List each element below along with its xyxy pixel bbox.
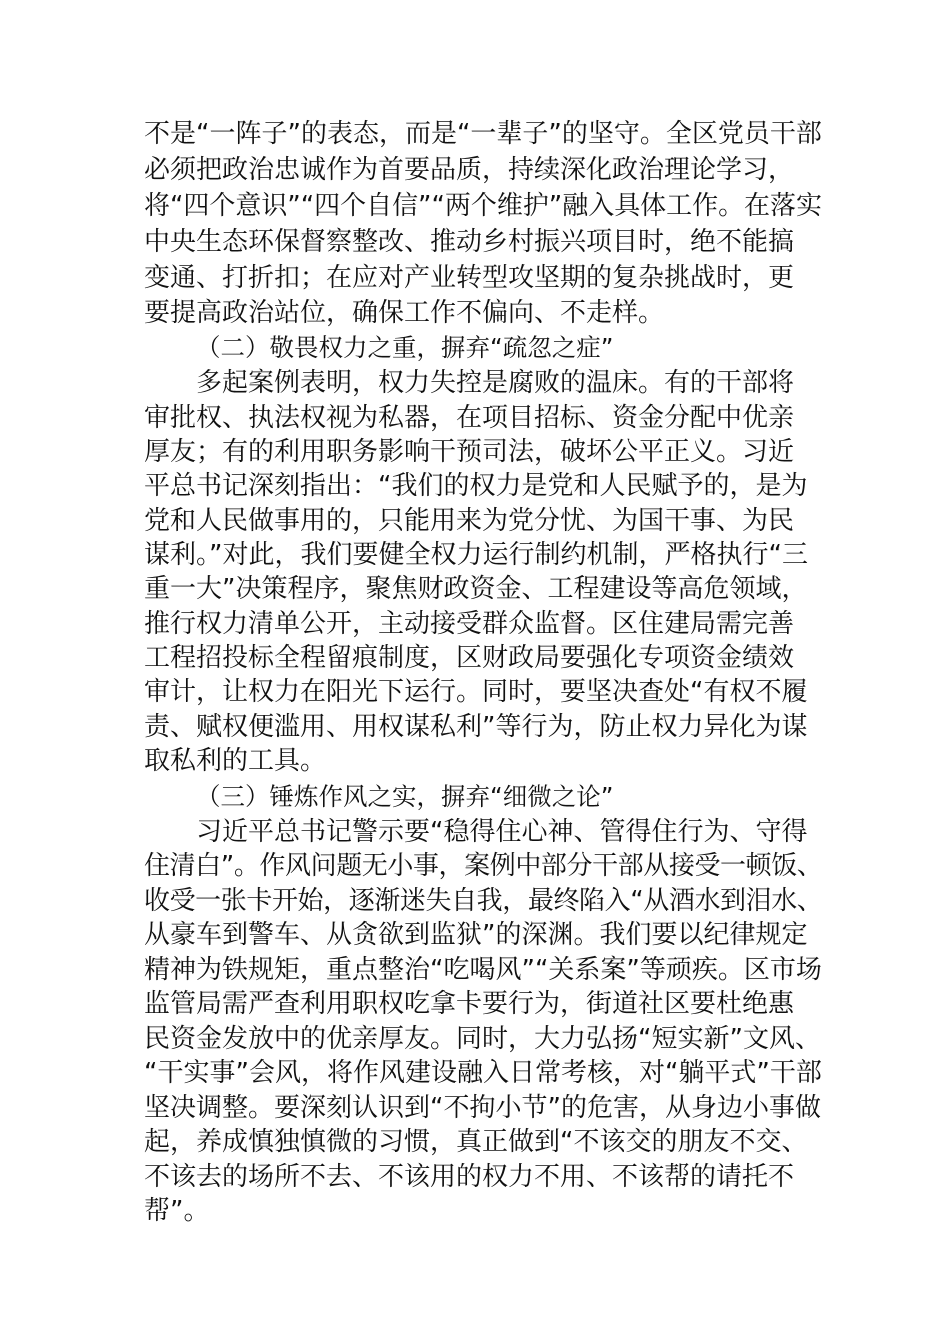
body-text-line: 坚决调整。要深刻认识到“不拘小节”的危害，从身边小事做 (144, 1093, 821, 1123)
body-text-line: 责、赋权便滥用、用权谋私利”等行为，防止权力异化为谋 (144, 712, 808, 742)
body-text-line: 审计，让权力在阳光下运行。同时，要坚决查处“有权不履 (144, 677, 808, 707)
body-text-line: 民资金发放中的优亲厚友。同时，大力弘扬“短实新”文风、 (144, 1024, 821, 1054)
body-text-line: 谋利。”对此，我们要健全权力运行制约机制，严格执行“三 (144, 540, 808, 570)
body-text-line: 从豪车到警车、从贪欲到监狱”的深渊。我们要以纪律规定 (144, 920, 808, 950)
body-text-line: 住清白”。作风问题无小事，案例中部分干部从接受一顿饭、 (144, 851, 823, 881)
body-text-line: “干实事”会风，将作风建设融入日常考核，对“躺平式”干部 (144, 1058, 822, 1088)
section-heading: （二）敬畏权力之重，摒弃“疏忽之症” (196, 333, 614, 362)
body-text-line: 平总书记深刻指出：“我们的权力是党和人民赋予的，是为 (144, 471, 808, 501)
body-text-line: 收受一张卡开始，逐渐迷失自我，最终陷入“从酒水到泪水、 (144, 886, 823, 916)
body-text-line: 审批权、执法权视为私器，在项目招标、资金分配中优亲 (144, 403, 795, 433)
body-text-line: 将“四个意识”“四个自信”“两个维护”融入具体工作。在落实 (144, 191, 822, 221)
body-text-line: 多起案例表明，权力失控是腐败的温床。有的干部将 (196, 368, 795, 398)
body-text-line: 帮”。 (144, 1196, 210, 1226)
body-text-line: 推行权力清单公开，主动接受群众监督。区住建局需完善 (144, 609, 795, 639)
body-text-line: 起，养成慎独慎微的习惯，真正做到“不该交的朋友不交、 (144, 1127, 808, 1157)
body-text-line: 变通、打折扣；在应对产业转型攻坚期的复杂挑战时，更 (144, 263, 795, 293)
body-text-line: 党和人民做事用的，只能用来为党分忧、为国干事、为民 (144, 506, 795, 536)
body-text-line: 精神为铁规矩，重点整治“吃喝风”“关系案”等顽疾。区市场 (144, 955, 822, 985)
body-text-line: 必须把政治忠诚作为首要品质，持续深化政治理论学习， (144, 155, 795, 185)
body-text-line: 不该去的场所不去、不该用的权力不用、不该帮的请托不 (144, 1162, 795, 1192)
body-text-line: 取私利的工具。 (144, 746, 327, 776)
body-text-line: 要提高政治站位，确保工作不偏向、不走样。 (144, 298, 665, 328)
body-text-line: 监管局需严查利用职权吃拿卡要行为，街道社区要杜绝惠 (144, 989, 795, 1019)
body-text-line: 厚友；有的利用职务影响干预司法，破坏公平正义。习近 (144, 437, 795, 467)
body-text-line: 中央生态环保督察整改、推动乡村振兴项目时，绝不能搞 (144, 227, 795, 257)
body-text-line: 工程招投标全程留痕制度，区财政局要强化专项资金绩效 (144, 643, 795, 673)
body-text-line: 习近平总书记警示要“稳得住心神、管得住行为、守得 (196, 817, 808, 847)
section-heading: （三）锤炼作风之实，摒弃“细微之论” (196, 782, 614, 811)
body-text-line: 不是“一阵子”的表态，而是“一辈子”的坚守。全区党员干部 (144, 119, 822, 149)
body-text-line: 重一大”决策程序，聚焦财政资金、工程建设等高危领域， (144, 574, 808, 604)
